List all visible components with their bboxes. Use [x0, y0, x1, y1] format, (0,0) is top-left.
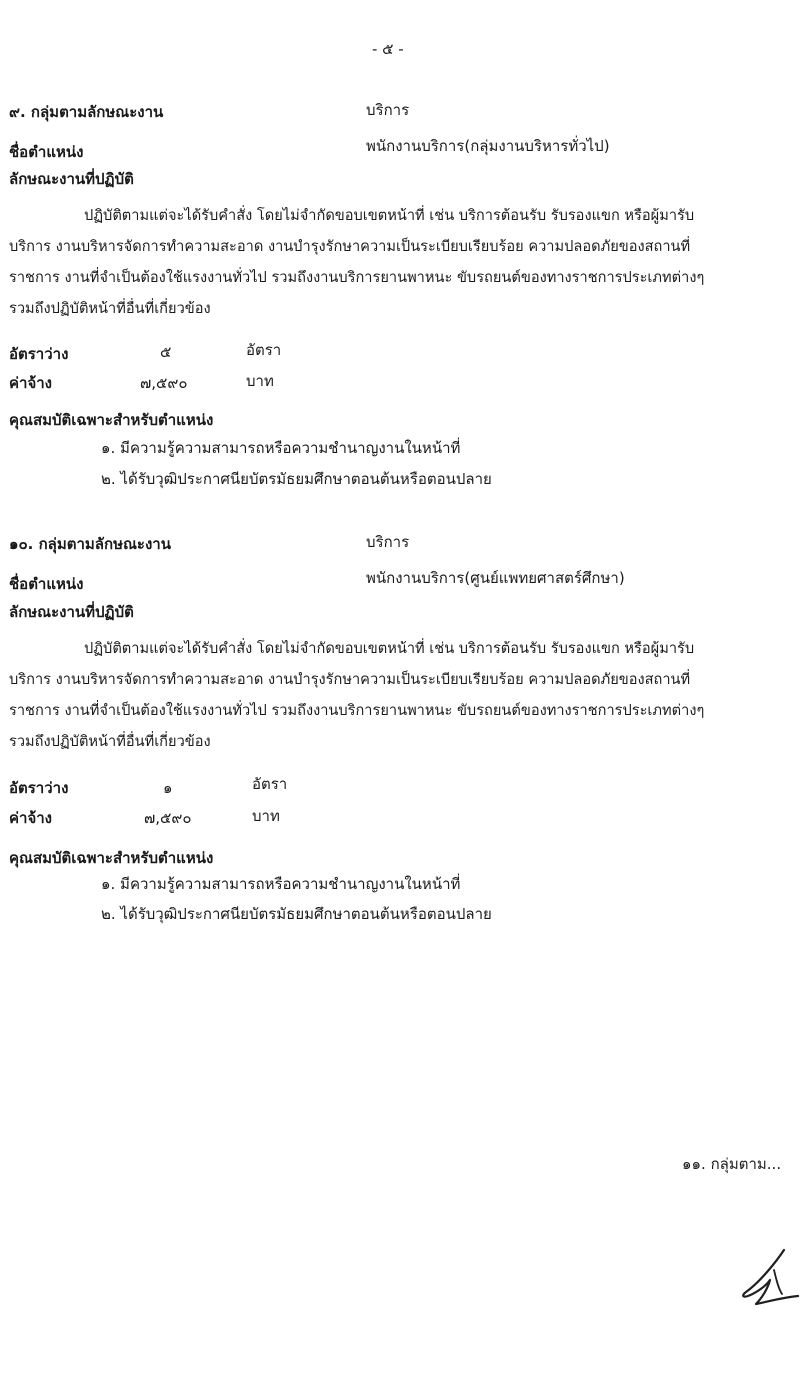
- position-label: ชื่อตำแหน่ง: [9, 575, 84, 593]
- wage-label: ค่าจ้าง: [9, 374, 52, 392]
- wage-unit: บาท: [252, 807, 280, 825]
- continuation-text: ๑๑. กลุ่มตาม...: [682, 1155, 782, 1173]
- wage-amount: ๗,๕๙๐: [144, 809, 192, 827]
- vacancy-label: อัตราว่าง: [9, 345, 69, 363]
- qualification-item: ๒. ได้รับวุฒิประกาศนียบัตรมัธยมศึกษาตอนต้นหรือตอนปลาย: [101, 470, 492, 488]
- qualification-heading: คุณสมบัติเฉพาะสำหรับตำแหน่ง: [9, 411, 214, 429]
- position-label: ชื่อตำแหน่ง: [9, 143, 84, 161]
- group-label: ๑๐. กลุ่มตามลักษณะงาน: [9, 535, 171, 553]
- wage-label: ค่าจ้าง: [9, 809, 52, 827]
- duty-line: รวมถึงปฏิบัติหน้าที่อื่นที่เกี่ยวข้อง: [9, 733, 211, 750]
- group-value: บริการ: [366, 533, 410, 551]
- qualification-item: ๒. ได้รับวุฒิประกาศนียบัตรมัธยมศึกษาตอนต้นหรือตอนปลาย: [101, 905, 492, 923]
- duty-heading: ลักษณะงานที่ปฏิบัติ: [9, 603, 134, 621]
- duty-line: ปฏิบัติตามแต่จะได้รับคำสั่ง โดยไม่จำกัดขอบเขตหน้าที่ เช่น บริการต้อนรับ รับรองแขก หรือผู้มารับ: [84, 640, 695, 657]
- group-label: ๙. กลุ่มตามลักษณะงาน: [9, 103, 164, 121]
- vacancy-unit: อัตรา: [246, 341, 282, 359]
- duty-line: ราชการ งานที่จำเป็นต้องใช้แรงงานทั่วไป รวมถึงงานบริการยานพาหนะ ขับรถยนต์ของทางราชการประเภทต่างๆ: [9, 702, 705, 719]
- signature-mark: [738, 1248, 800, 1310]
- duty-line: ปฏิบัติตามแต่จะได้รับคำสั่ง โดยไม่จำกัดขอบเขตหน้าที่ เช่น บริการต้อนรับ รับรองแขก หรือผู้มารับ: [84, 207, 695, 224]
- page-number: - ๕ -: [372, 40, 404, 58]
- qualification-item: ๑. มีความรู้ความสามารถหรือความชำนาญงานในหน้าที่: [101, 875, 461, 893]
- vacancy-unit: อัตรา: [252, 775, 288, 793]
- duty-description: [9, 200, 787, 324]
- duty-heading: ลักษณะงานที่ปฏิบัติ: [9, 170, 134, 188]
- duty-line: รวมถึงปฏิบัติหน้าที่อื่นที่เกี่ยวข้อง: [9, 300, 211, 317]
- duty-line: บริการ งานบริหารจัดการทำความสะอาด งานบำรุงรักษาความเป็นระเบียบเรียบร้อย ความปลอดภัยของสถานที่: [9, 238, 691, 255]
- position-value: พนักงานบริการ(ศูนย์แพทยศาสตร์ศึกษา): [366, 569, 625, 587]
- duty-line: บริการ งานบริหารจัดการทำความสะอาด งานบำรุงรักษาความเป็นระเบียบเรียบร้อย ความปลอดภัยของสถานที่: [9, 671, 691, 688]
- vacancy-count: ๕: [160, 343, 172, 361]
- position-value: พนักงานบริการ(กลุ่มงานบริหารทั่วไป): [366, 137, 610, 155]
- vacancy-count: ๑: [163, 779, 173, 797]
- duty-line: ราชการ งานที่จำเป็นต้องใช้แรงงานทั่วไป รวมถึงงานบริการยานพาหนะ ขับรถยนต์ของทางราชการประเภทต่างๆ: [9, 269, 705, 286]
- group-value: บริการ: [366, 101, 410, 119]
- qualification-heading: คุณสมบัติเฉพาะสำหรับตำแหน่ง: [9, 849, 214, 867]
- qualification-item: ๑. มีความรู้ความสามารถหรือความชำนาญงานในหน้าที่: [101, 439, 461, 457]
- wage-amount: ๗,๕๙๐: [140, 374, 188, 392]
- wage-unit: บาท: [246, 372, 274, 390]
- duty-description: [9, 633, 787, 757]
- vacancy-label: อัตราว่าง: [9, 779, 69, 797]
